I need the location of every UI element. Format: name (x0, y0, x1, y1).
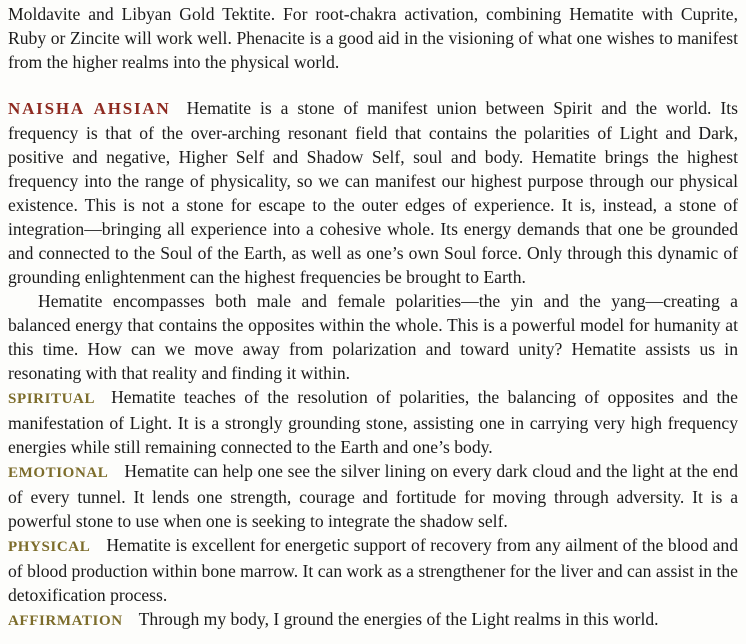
paragraph-text: Hematite teaches of the resolution of polarities, the balancing of opposites and the manifestation of Light. It is a strongly grounding stone, assisting one in carrying very high frequency energies while still remaining connected to the Earth and one’s body. (8, 387, 738, 457)
paragraph-author-naisha-ahsian (8, 96, 738, 289)
paragraph-text: Hematite is excellent for energetic support of recovery from any ailment of the blood and of blood production within bone marrow. It can work as a strengthener for the liver and can assist in the detoxification process. (8, 535, 738, 605)
section-heading-emotional: EMOTIONAL (8, 465, 109, 481)
paragraph-polarities (8, 289, 738, 385)
paragraph-spiritual (8, 385, 738, 459)
paragraph-physical (8, 533, 738, 607)
paragraph-text: Hematite can help one see the silver lining on every dark cloud and the light at the end of every tunnel. It lends one strength, courage and fortitude for moving through adversity. It is a powerful stone to use when one is seeking to integrate the shadow self. (8, 461, 738, 531)
section-heading-physical: PHYSICAL (8, 539, 91, 555)
paragraph-text: Hematite is a stone of manifest union between Spirit and the world. Its frequency is that of the over-arching resonant field that contains the polarities of Light and Dark, positive and negative, Higher Self and Shadow Self, soul and body. Hematite brings the highest frequency into the range of physicality, so we can manifest our highest purpose through our physical existence. This is not a stone for escape to the outer edges of experience. It is, instead, a stone of integration—bringing all experience into a cohesive whole. Its energy demands that one be grounded and connected to the Soul of the Earth, as well as one’s own Soul force. Only through this dynamic of grounding enlightenment can the highest frequencies be brought to Earth. (8, 98, 738, 287)
author-heading: NAISHA AHSIAN (8, 99, 171, 118)
paragraph-text: Moldavite and Libyan Gold Tektite. For root-chakra activation, combining Hematite with Cuprite, Ruby or Zincite will work well. Phenacite is a good aid in the visioning of what one wishes to manifest from the higher realms into the physical world. (8, 4, 738, 72)
section-heading-spiritual: SPIRITUAL (8, 391, 96, 407)
paragraph-text: Hematite encompasses both male and female polarities—the yin and the yang—creating a balanced energy that contains the opposites within the whole. This is a powerful model for humanity at this time. How can we move away from polarization and toward unity? Hematite assists us in resonating with that reality and finding it within. (8, 291, 738, 383)
paragraph-emotional (8, 459, 738, 533)
paragraph-text: Through my body, I ground the energies of the Light realms in this world. (138, 609, 659, 629)
section-heading-affirmation: AFFIRMATION (8, 613, 123, 629)
paragraph-continuation (8, 2, 738, 74)
paragraph-affirmation (8, 607, 738, 633)
